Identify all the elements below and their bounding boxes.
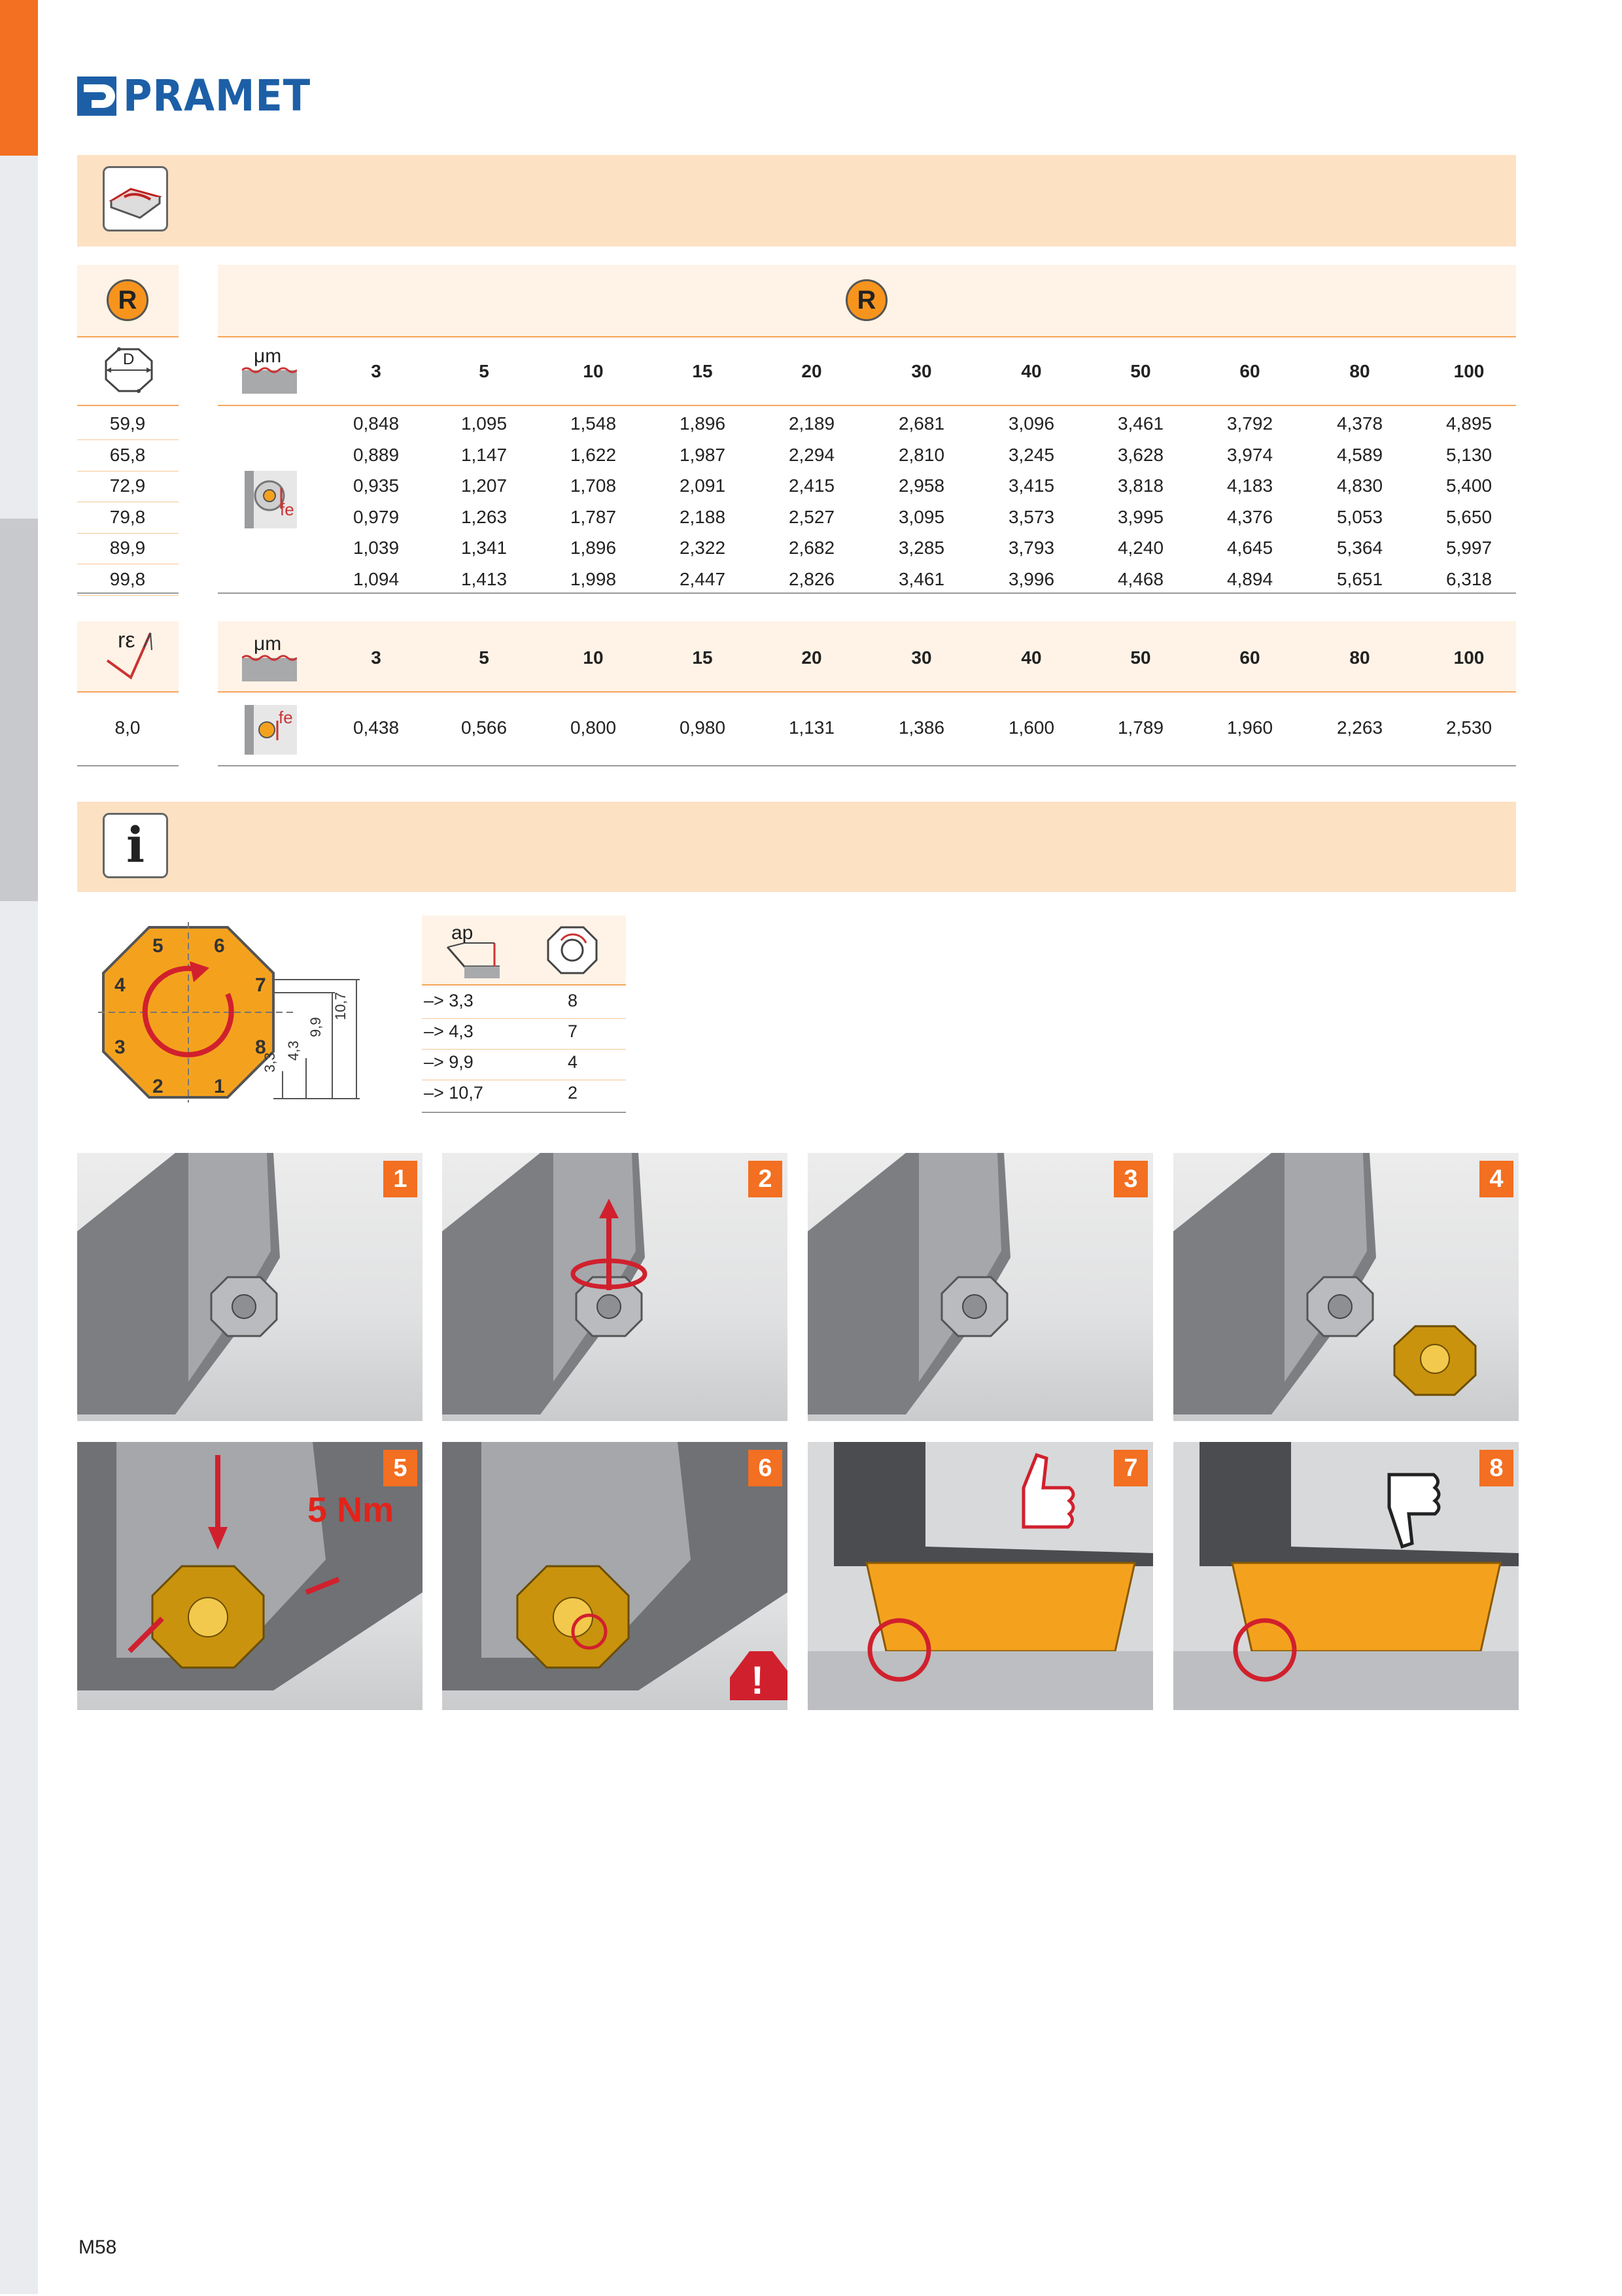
diameter-icon	[99, 344, 158, 396]
table-cell: 1,896	[679, 413, 726, 434]
column-header: 10	[583, 361, 604, 381]
table2-right-header	[218, 621, 1516, 692]
side-tab-current-section[interactable]	[0, 519, 38, 903]
step-number-badge: 7	[1114, 1450, 1148, 1486]
table-cell: 1,896	[570, 538, 617, 558]
radius-badge-left: R	[107, 279, 148, 321]
corner-radius-label: rε	[118, 628, 135, 653]
edge-number: 6	[214, 935, 225, 957]
divider	[218, 691, 1516, 693]
column-header: 15	[692, 647, 713, 668]
row-divider	[77, 533, 179, 534]
column-header: 60	[1239, 647, 1260, 668]
table-cell: 1,708	[570, 475, 617, 496]
side-tab[interactable]	[0, 901, 38, 1093]
ap-value: –> 4,3	[424, 1021, 474, 1041]
edge-number: 5	[152, 935, 164, 957]
table-cell: 5,400	[1445, 475, 1493, 496]
step-number-badge: 4	[1479, 1161, 1513, 1197]
side-tab[interactable]	[0, 1470, 38, 1662]
column-header: 60	[1239, 361, 1260, 381]
side-tab[interactable]	[0, 329, 38, 521]
table-cell: 0,566	[460, 717, 508, 738]
table-cell: 2,322	[679, 538, 726, 558]
table-cell: 5,651	[1336, 569, 1383, 589]
table-cell: 1,386	[898, 717, 945, 738]
column-header: 80	[1349, 647, 1370, 668]
column-header: 40	[1021, 361, 1042, 381]
edges-value: 8	[568, 991, 578, 1010]
step-number-badge: 3	[1114, 1161, 1148, 1197]
feed-label: fe	[280, 500, 294, 519]
table-cell: 4,468	[1117, 569, 1164, 589]
column-header: 3	[371, 361, 381, 381]
table-cell: 4,240	[1117, 538, 1164, 558]
table-cell: 1,413	[460, 569, 508, 589]
table-cell: 1,131	[788, 717, 835, 738]
table-cell: 3,461	[1117, 413, 1164, 434]
divider	[77, 336, 179, 337]
feed-label: fe	[279, 708, 293, 727]
table-cell: 3,974	[1226, 445, 1273, 465]
ap-value: –> 9,9	[424, 1052, 474, 1072]
edges-value: 7	[568, 1021, 578, 1041]
column-header: 20	[801, 361, 822, 381]
assembly-step-6-image	[442, 1442, 787, 1710]
table-cell: 4,376	[1226, 507, 1273, 527]
feed-per-tooth-icon	[243, 470, 298, 530]
divider	[218, 592, 1516, 594]
table-cell: 4,830	[1336, 475, 1383, 496]
divider	[422, 984, 626, 985]
step-number-badge: 8	[1479, 1450, 1513, 1486]
table-cell: 4,589	[1336, 445, 1383, 465]
table-cell: 2,826	[788, 569, 835, 589]
table-cell: 3,628	[1117, 445, 1164, 465]
column-header: 15	[692, 361, 713, 381]
row-divider	[77, 439, 179, 440]
table-cell: 1,622	[570, 445, 617, 465]
divider	[77, 592, 179, 594]
surface-roughness-icon	[242, 633, 297, 683]
column-header: 10	[583, 647, 604, 668]
table-cell: 1,998	[570, 569, 617, 589]
table-cell: 3,996	[1008, 569, 1055, 589]
table-cell: 0,800	[570, 717, 617, 738]
table-cell: 1,787	[570, 507, 617, 527]
diameter-value: 79,8	[109, 507, 146, 527]
step-number-badge: 2	[748, 1161, 782, 1197]
table-cell: 0,935	[353, 475, 400, 496]
table-cell: 1,960	[1226, 717, 1273, 738]
column-header: 80	[1349, 361, 1370, 381]
assembly-step-8-image	[1173, 1442, 1519, 1710]
brand-name: PRAMET	[123, 71, 311, 121]
ap-value: –> 10,7	[424, 1083, 483, 1103]
table-cell: 2,810	[898, 445, 945, 465]
step-number-badge: 6	[748, 1450, 782, 1486]
table-cell: 1,600	[1008, 717, 1055, 738]
cutting-edges-icon	[544, 921, 600, 980]
table-cell: 3,792	[1226, 413, 1273, 434]
table-cell: 2,294	[788, 445, 835, 465]
column-header: 50	[1130, 361, 1151, 381]
table-cell: 2,415	[788, 475, 835, 496]
edge-number: 7	[255, 974, 266, 996]
table-cell: 0,980	[679, 717, 726, 738]
table-cell: 2,958	[898, 475, 945, 496]
table-cell: 3,573	[1008, 507, 1055, 527]
info-section-band	[77, 802, 1516, 892]
feed-per-tooth-icon	[243, 704, 298, 756]
table-cell: 0,979	[353, 507, 400, 527]
table-cell: 3,461	[898, 569, 945, 589]
table-cell: 5,997	[1445, 538, 1493, 558]
divider	[77, 691, 179, 693]
table-cell: 1,789	[1117, 717, 1164, 738]
column-header: 3	[371, 647, 381, 668]
side-tab[interactable]	[0, 1849, 38, 2041]
table-cell: 2,188	[679, 507, 726, 527]
table-cell: 4,895	[1445, 413, 1493, 434]
divider	[218, 405, 1516, 406]
table-cell: 2,189	[788, 413, 835, 434]
table-cell: 1,341	[460, 538, 508, 558]
table-cell: 1,987	[679, 445, 726, 465]
depth-of-cut-icon	[445, 921, 501, 980]
table-cell: 4,183	[1226, 475, 1273, 496]
table-cell: 1,094	[353, 569, 400, 589]
assembly-step-7-image	[808, 1442, 1153, 1710]
table-cell: 4,378	[1336, 413, 1383, 434]
side-tab[interactable]	[0, 1091, 38, 1282]
corner-radius-value: 8,0	[114, 717, 141, 738]
ap-label: ap	[451, 922, 474, 944]
table-cell: 2,447	[679, 569, 726, 589]
diameter-value: 72,9	[109, 475, 146, 496]
diameter-value: 99,8	[109, 569, 146, 589]
table-cell: 5,053	[1336, 507, 1383, 527]
table-cell: 3,995	[1117, 507, 1164, 527]
table-cell: 1,207	[460, 475, 508, 496]
table-cell: 2,681	[898, 413, 945, 434]
surface-roughness-icon	[242, 345, 297, 395]
dimension-label: 3,3	[262, 1052, 278, 1072]
assembly-step-3-image	[808, 1153, 1153, 1421]
assembly-step-2-image	[442, 1153, 787, 1421]
edge-number: 2	[152, 1076, 164, 1097]
edges-value: 4	[568, 1052, 578, 1072]
table-cell: 5,364	[1336, 538, 1383, 558]
table-cell: 0,848	[353, 413, 400, 434]
page-number: M58	[78, 2236, 117, 2258]
edge-number: 3	[114, 1037, 126, 1058]
row-divider	[422, 1049, 626, 1050]
side-tab[interactable]	[0, 156, 38, 331]
column-header: 50	[1130, 647, 1151, 668]
column-header: 5	[479, 361, 489, 381]
diameter-label: D	[123, 351, 135, 368]
table-cell: 1,147	[460, 445, 508, 465]
brand-logo	[77, 73, 327, 119]
table-cell: 3,415	[1008, 475, 1055, 496]
assembly-step-4-image	[1173, 1153, 1519, 1421]
diameter-value: 65,8	[109, 445, 146, 465]
edge-number: 8	[255, 1037, 266, 1058]
column-header: 40	[1021, 647, 1042, 668]
edge-number: 4	[114, 974, 126, 996]
table-cell: 3,285	[898, 538, 945, 558]
unit-label: μm	[254, 633, 282, 655]
diameter-value: 89,9	[109, 538, 146, 558]
table-cell: 1,548	[570, 413, 617, 434]
edges-value: 2	[568, 1083, 578, 1103]
column-header: 100	[1453, 647, 1485, 668]
dimension-label: 9,9	[307, 1017, 324, 1037]
table-cell: 1,039	[353, 538, 400, 558]
table-cell: 4,645	[1226, 538, 1273, 558]
table-cell: 4,894	[1226, 569, 1273, 589]
info-icon: i	[103, 813, 168, 878]
diameter-value: 59,9	[109, 413, 146, 434]
table-cell: 6,318	[1445, 569, 1493, 589]
table-cell: 2,091	[679, 475, 726, 496]
divider	[218, 336, 1516, 337]
column-header: 20	[801, 647, 822, 668]
table-cell: 2,530	[1445, 717, 1493, 738]
step-number-badge: 1	[383, 1161, 417, 1197]
face-milling-icon	[103, 166, 168, 231]
divider	[77, 765, 179, 766]
table-cell: 5,650	[1445, 507, 1493, 527]
table-cell: 2,682	[788, 538, 835, 558]
assembly-step-5-image	[77, 1442, 423, 1710]
row-divider	[77, 595, 179, 596]
table-cell: 0,889	[353, 445, 400, 465]
radius-badge-right: R	[846, 279, 888, 321]
dimension-label: 10,7	[332, 992, 349, 1020]
side-tab[interactable]	[0, 1660, 38, 1851]
row-divider	[422, 1018, 626, 1019]
table-cell: 5,130	[1445, 445, 1493, 465]
table-cell: 0,438	[353, 717, 400, 738]
divider	[422, 1112, 626, 1113]
side-tab[interactable]	[0, 2039, 38, 2296]
side-tab-active[interactable]	[0, 0, 38, 158]
table-cell: 3,095	[898, 507, 945, 527]
table-cell: 3,245	[1008, 445, 1055, 465]
unit-label: μm	[254, 345, 282, 367]
table-cell: 3,818	[1117, 475, 1164, 496]
table-cell: 2,527	[788, 507, 835, 527]
table-cell: 1,095	[460, 413, 508, 434]
torque-label: 5 Nm	[307, 1490, 394, 1530]
insert-edge-diagram	[98, 922, 373, 1105]
table-cell: 1,263	[460, 507, 508, 527]
corner-radius-icon	[105, 628, 157, 684]
table-cell: 3,793	[1008, 538, 1055, 558]
column-header: 100	[1453, 361, 1485, 381]
divider	[218, 765, 1516, 766]
svg-text:!: !	[751, 1658, 764, 1702]
side-tab[interactable]	[0, 1280, 38, 1472]
column-header: 5	[479, 647, 489, 668]
column-header: 30	[911, 361, 932, 381]
step-number-badge: 5	[383, 1450, 417, 1486]
divider	[77, 405, 179, 406]
pramet-logo-icon	[77, 77, 116, 116]
assembly-step-1-image	[77, 1153, 423, 1421]
edge-number: 1	[214, 1076, 225, 1097]
table-cell: 2,263	[1336, 717, 1383, 738]
side-index-strip	[0, 0, 38, 2294]
section-header-band	[77, 155, 1516, 247]
ap-value: –> 3,3	[424, 991, 474, 1010]
dimension-label: 4,3	[285, 1040, 302, 1061]
table-cell: 3,096	[1008, 413, 1055, 434]
column-header: 30	[911, 647, 932, 668]
